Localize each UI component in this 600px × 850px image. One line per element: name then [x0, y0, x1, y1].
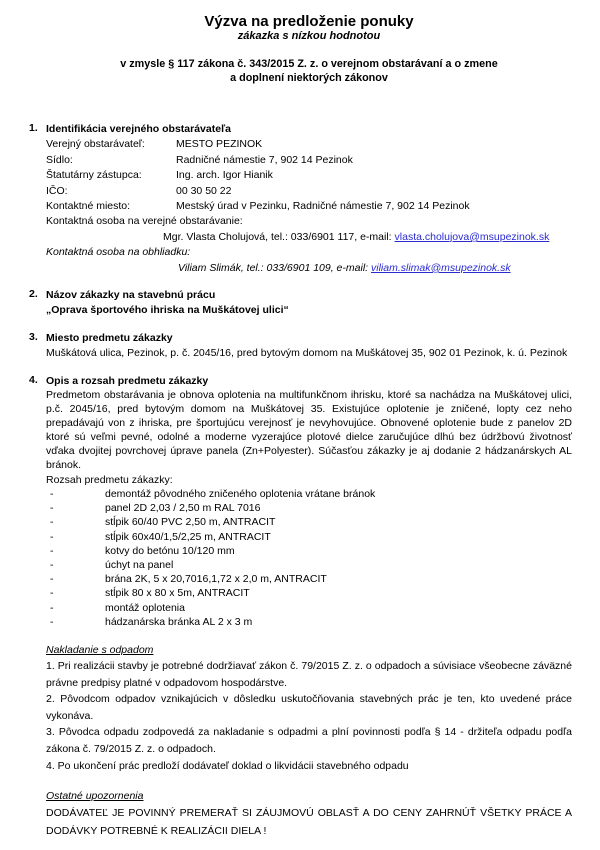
section-1-number: 1.	[29, 122, 38, 134]
contact-procurement-line	[46, 230, 572, 245]
list-item-text: stĺpik 60/40 PVC 2,50 m, ANTRACIT	[105, 516, 276, 529]
contact-procurement-label: Kontaktná osoba na verejné obstarávanie:	[46, 215, 243, 228]
list-item	[46, 601, 572, 615]
section-contract-name	[29, 288, 572, 319]
dash-bullet: -	[50, 558, 54, 571]
list-item	[46, 586, 572, 600]
section-3-number: 3.	[29, 330, 38, 343]
field-label: Kontaktné miesto:	[46, 200, 131, 213]
dash-bullet: -	[50, 615, 54, 628]
list-item-text: hádzanárska bránka AL 2 x 3 m	[105, 615, 253, 628]
dash-bullet: -	[50, 487, 54, 500]
list-item	[46, 487, 572, 501]
contact-procurement-text: Mgr. Vlasta Cholujová, tel.: 033/6901 117, e-mail:	[163, 230, 395, 243]
list-item-text: kotvy do betónu 10/120 mm	[105, 544, 235, 557]
section-1-heading: Identifikácia verejného obstarávateľa	[46, 123, 231, 135]
field-value: 00 30 50 22	[176, 184, 232, 197]
dash-bullet: -	[50, 502, 54, 515]
field-value: Radničné námestie 7, 902 14 Pezinok	[176, 153, 353, 166]
field-label: Verejný obstarávateľ:	[46, 138, 145, 151]
section-place	[29, 330, 572, 362]
list-item	[46, 572, 572, 586]
list-item-text: panel 2D 2,03 / 2,50 m RAL 7016	[105, 502, 261, 515]
list-item-text: stĺpik 80 x 80 x 5m, ANTRACIT	[105, 587, 250, 600]
scope-description: Predmetom obstarávania je obnova oplotenia na multifunkčnom ihrisku, ktoré sa nachádza na Muškátovej ulici, p.č. 2045/16, pred bytovým domom na Muškátovej 35. Existujúce oplotenie je zničené, lopty cez neho prepadávajú von z ihriska, pre športujúcu verejnosť je nevyhovujúce. Obnovené oplotenie bude z panelov 2D ktoré sú veľmi pevné, odolné a moderne vyzerajúce plotové dielce zaručujúce dlhú bez údržbovú životnosť vďaka dvojitej povrchovej úprave panela (Zn+Polyester). Súčasťou zákazky je aj dodanie 2 hádzanárskych AL bránok.	[46, 389, 572, 471]
waste-paragraph-2: 2. Pôvodcom odpadov vznikajúcich v dôsledku uskutočňovania stavebných prác je ten, kto uvedené práce vykonáva.	[46, 693, 572, 722]
document-title: Výzva na predloženie ponuky	[204, 13, 414, 30]
section-2-number: 2.	[29, 288, 38, 301]
list-item	[46, 501, 572, 515]
legal-line-1: v zmysle § 117 zákona č. 343/2015 Z. z. o verejnom obstarávaní a o zmene	[120, 58, 498, 70]
list-item	[46, 558, 572, 572]
field-row-statutory-representative	[46, 168, 572, 183]
dash-bullet: -	[50, 516, 54, 529]
dash-bullet: -	[50, 530, 54, 543]
field-value: Ing. arch. Igor Hianik	[176, 169, 273, 182]
email-link-slimak[interactable]: viliam.slimak@msupezinok.sk	[370, 261, 511, 274]
legal-line-2: a doplnení niektorých zákonov	[230, 72, 388, 84]
section-3-heading: Miesto predmetu zákazky	[46, 331, 173, 344]
field-value: MESTO PEZINOK	[176, 138, 263, 151]
contact-inspection-text: Viliam Slimák, tel.: 033/6901 109, e-mail:	[178, 261, 371, 274]
contact-inspection-line	[46, 261, 572, 276]
field-row-contracting-authority	[46, 137, 572, 152]
waste-handling-heading: Nakladanie s odpadom	[46, 643, 154, 656]
list-item-text: úchyt na panel	[105, 558, 174, 571]
dash-bullet: -	[50, 573, 54, 586]
field-label: IČO:	[46, 184, 68, 197]
other-warnings-heading: Ostatné upozornenia	[46, 790, 144, 803]
dash-bullet: -	[50, 587, 54, 600]
scope-list	[46, 487, 572, 629]
other-warnings-text: DODÁVATEĽ JE POVINNÝ PREMERAŤ SI ZÁUJMOVÚ OBLASŤ A DO CENY ZAHRNÚŤ VŠETKY PRÁCE A DODÁVKY POTREBNÉ K REALIZÁCII DIELA !	[46, 807, 572, 837]
list-item	[46, 515, 572, 529]
list-item-text: brána 2K, 5 x 20,7016,1,72 x 2,0 m, ANTRACIT	[105, 573, 327, 586]
field-row-ico	[46, 184, 572, 199]
place-description: Muškátová ulica, Pezinok, p. č. 2045/16, pred bytovým domom na Muškátovej 35, 902 01 Pezinok, k. ú. Pezinok	[46, 347, 568, 360]
field-label: Sídlo:	[46, 153, 73, 166]
list-item	[46, 544, 572, 558]
field-row-contact-place	[46, 199, 572, 214]
field-label: Štatutárny zástupca:	[46, 169, 142, 182]
document-subtitle: zákazka s nízkou hodnotou	[237, 30, 381, 42]
section-4-number: 4.	[29, 373, 38, 386]
list-item-text: montáž oplotenia	[105, 601, 185, 614]
field-row-address	[46, 153, 572, 168]
section-identification	[29, 122, 572, 276]
section-scope	[29, 373, 572, 840]
legal-reference	[46, 57, 572, 85]
list-item-text: demontáž pôvodného zničeného oplotenia vrátane bránok	[105, 487, 376, 500]
email-link-cholujova[interactable]: vlasta.cholujova@msupezinok.sk	[394, 230, 550, 243]
list-item	[46, 615, 572, 629]
section-4-heading: Opis a rozsah predmetu zákazky	[46, 374, 209, 387]
waste-paragraph-3: 3. Pôvodca odpadu zodpovedá za nakladanie s odpadmi a plní povinnosti podľa § 14 - držiteľa odpadu podľa zákona č. 79/2015 Z. z. o odpadoch.	[46, 726, 572, 755]
list-item	[46, 530, 572, 544]
waste-paragraph-1: 1. Pri realizácii stavby je potrebné dodržiavať zákon č. 79/2015 Z. z. o odpadoch a súvisiace všeobecne záväzné právne predpisy platné v odpadovom hospodárstve.	[46, 659, 572, 689]
dash-bullet: -	[50, 544, 54, 557]
section-2-heading: Názov zákazky na stavebnú prácu	[46, 289, 216, 302]
scope-list-label: Rozsah predmetu zákazky:	[46, 473, 173, 486]
waste-paragraph-4: 4. Po ukončení prác predloží dodávateľ doklad o likvidácii stavebného odpadu	[46, 759, 409, 772]
contact-inspection-label: Kontaktná osoba na obhliadku:	[46, 246, 191, 259]
field-value: Mestský úrad v Pezinku, Radničné námestie 7, 902 14 Pezinok	[176, 200, 470, 213]
dash-bullet: -	[50, 601, 54, 614]
contract-name: „Oprava športového ihriska na Muškátovej ulici“	[46, 304, 289, 317]
list-item-text: stĺpik 60x40/1,5/2,25 m, ANTRACIT	[105, 530, 271, 543]
